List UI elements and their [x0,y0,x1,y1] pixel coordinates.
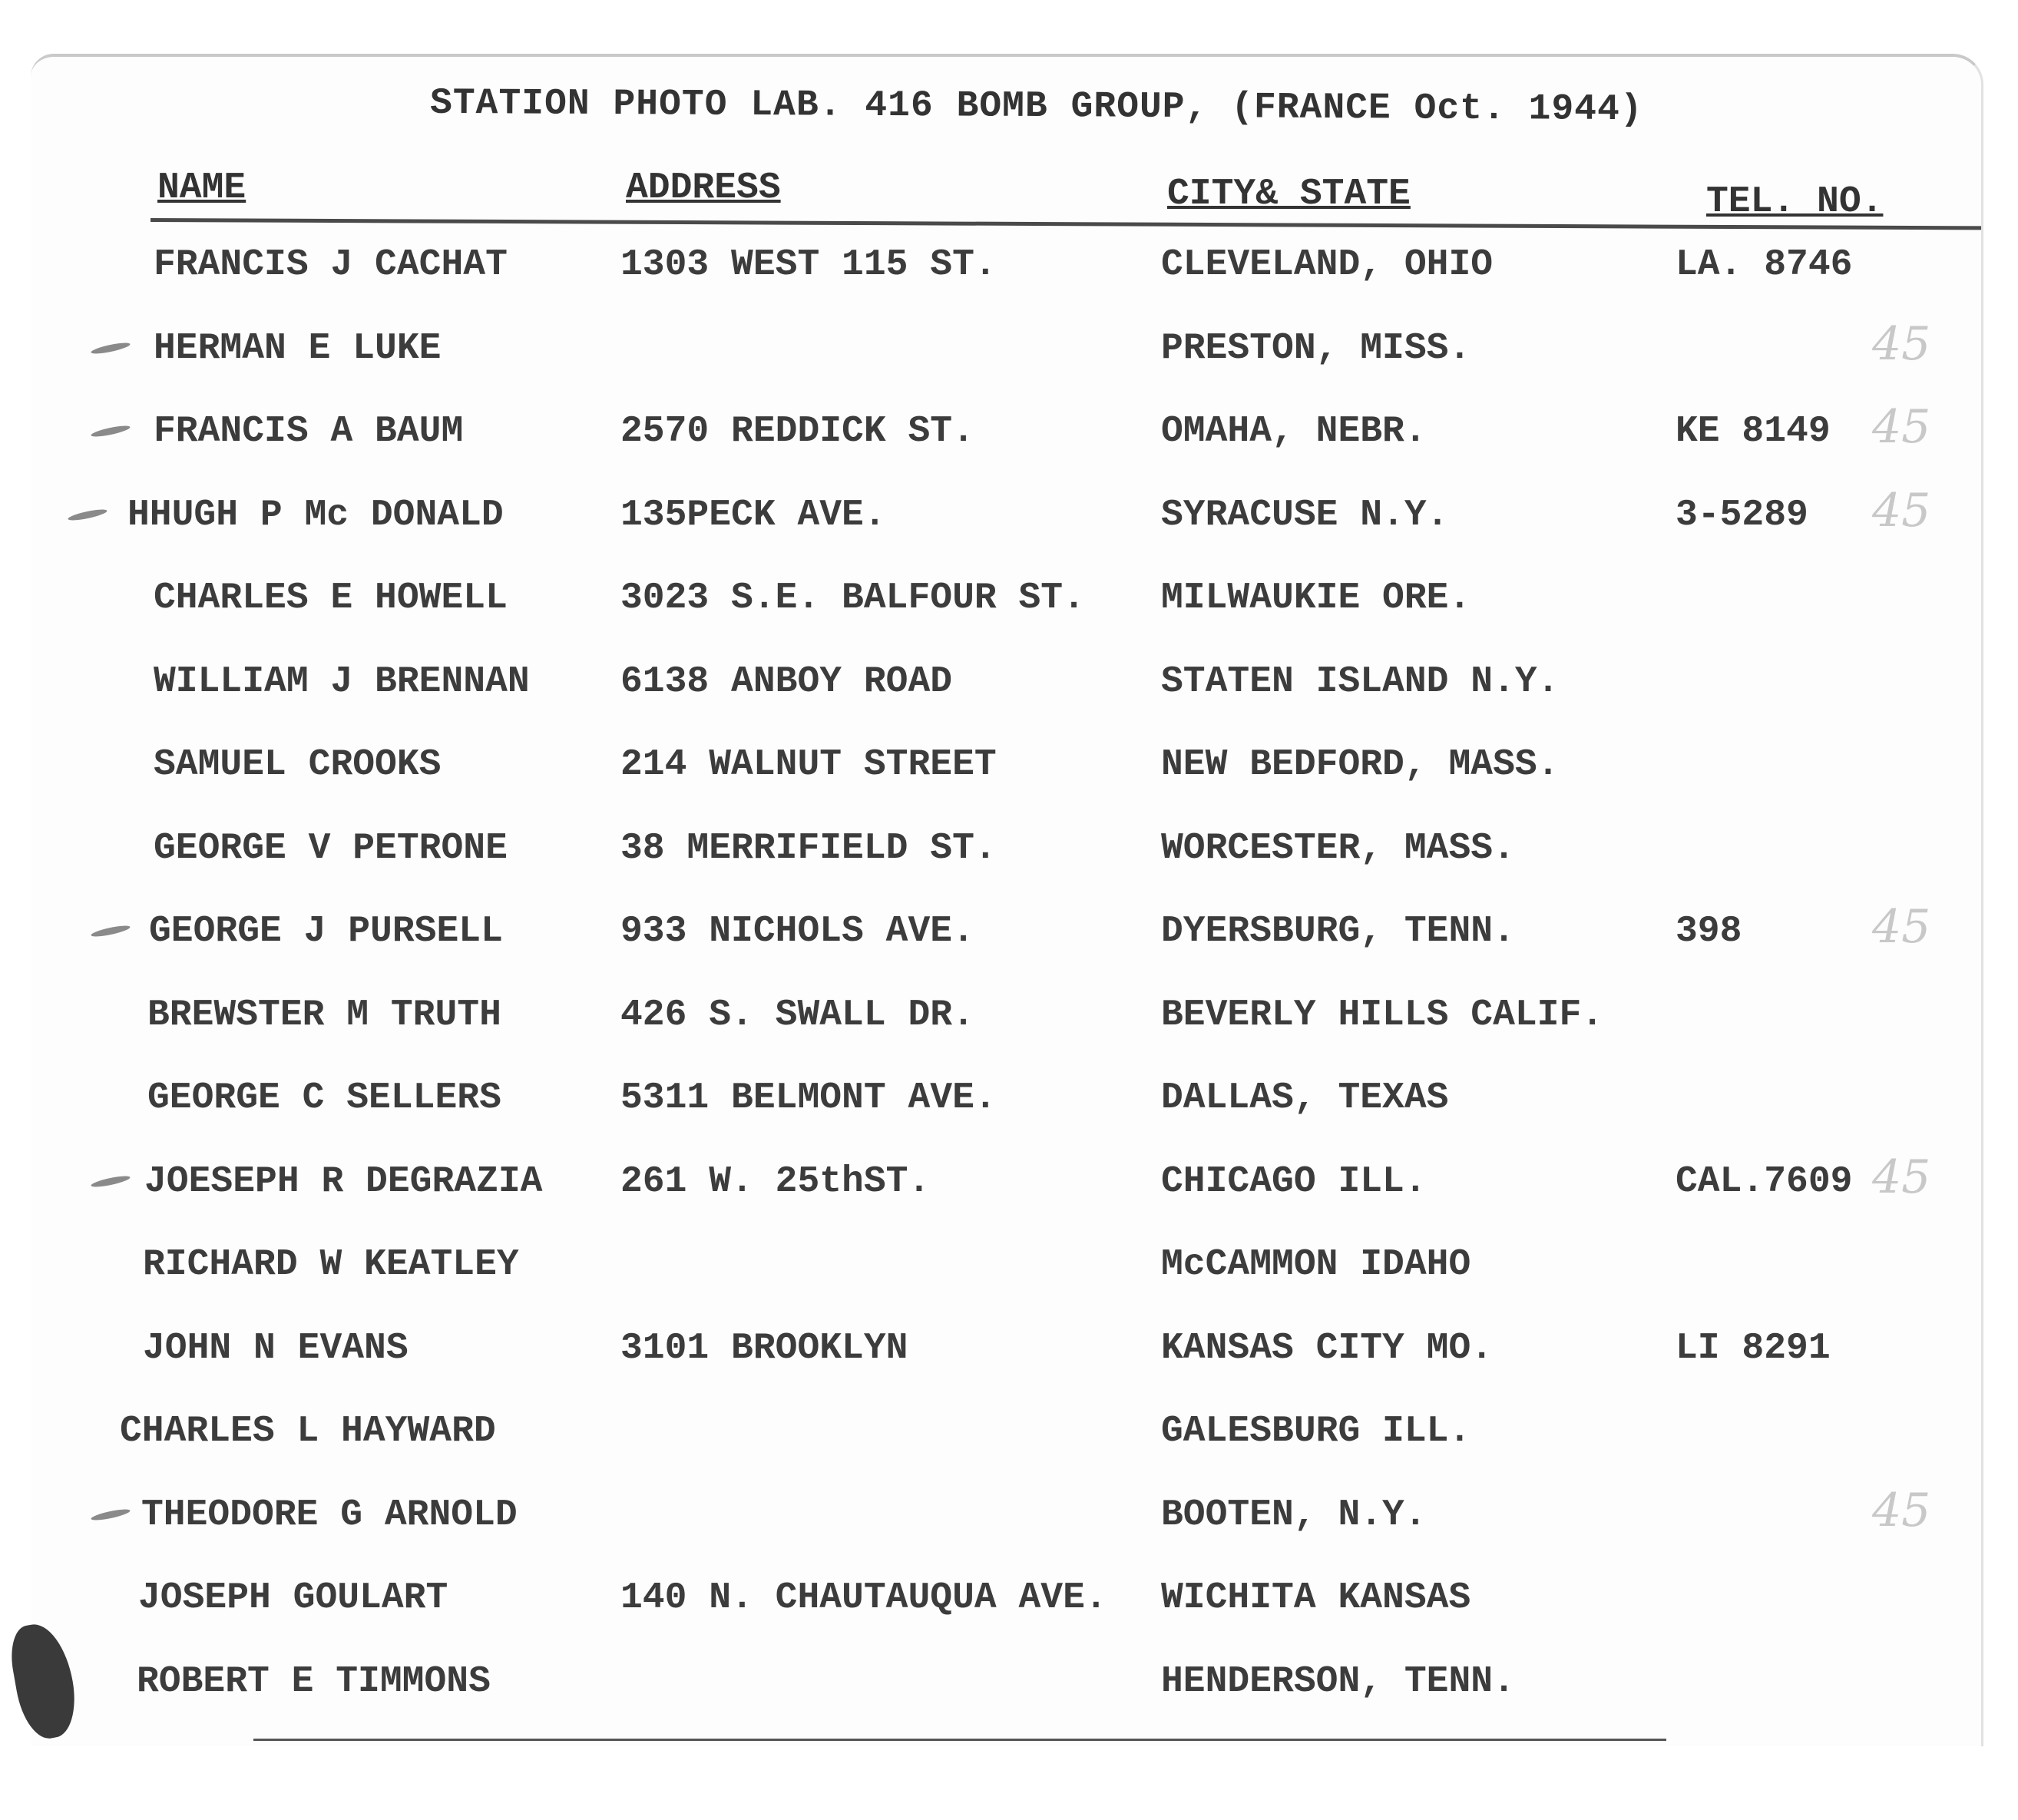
name-cell: RICHARD W KEATLEY [143,1244,519,1286]
name-cell: WILLIAM J BRENNAN [154,660,530,703]
city-state-cell: NEW BEDFORD, MASS. [1161,744,1560,786]
address-cell: 38 MERRIFIELD ST. [620,827,997,869]
table-row [0,1244,2018,1305]
name-cell: CHARLES E HOWELL [154,577,508,619]
name-cell: GEORGE J PURSELL [149,911,503,952]
table-row [0,1328,2018,1389]
margin-note: 45 [1872,1150,1931,1204]
city-state-cell: BOOTEN, N.Y. [1161,1494,1427,1536]
name-cell: JOSEPH GOULART [138,1577,448,1619]
tel-no-cell: LA. 8746 [1676,244,1853,286]
name-cell: GEORGE C SELLERS [147,1077,501,1119]
city-state-cell: CHICAGO ILL. [1161,1160,1427,1203]
name-cell: FRANCIS J CACHAT [154,244,508,286]
header-address: ADDRESS [626,167,781,209]
header-tel-no: TEL. NO. [1706,181,1884,223]
name-cell: GEORGE V PETRONE [154,827,508,869]
address-cell: 933 NICHOLS AVE. [620,911,974,952]
pencil-tick-mark [91,424,131,439]
address-cell: 261 W. 25thST. [620,1160,931,1203]
address-cell: 426 S. SWALL DR. [620,994,974,1036]
address-cell: 2570 REDDICK ST. [620,411,974,452]
address-cell: 135PECK AVE. [620,494,886,536]
pencil-tick-mark [91,1507,131,1522]
table-row [0,994,2018,1056]
table-row [0,1411,2018,1472]
margin-note: 45 [1872,483,1931,538]
city-state-cell: GALESBURG ILL. [1161,1411,1471,1452]
header-name: NAME [157,167,246,209]
city-state-cell: WORCESTER, MASS. [1161,827,1515,869]
city-state-cell: DALLAS, TEXAS [1161,1077,1449,1119]
address-cell: 214 WALNUT STREET [620,744,997,786]
address-cell: 6138 ANBOY ROAD [620,660,953,703]
margin-note: 45 [1872,400,1931,454]
name-cell: SAMUEL CROOKS [154,744,442,786]
city-state-cell: BEVERLY HILLS CALIF. [1161,994,1604,1036]
tel-no-cell: LI 8291 [1676,1327,1831,1369]
table-row [0,1577,2018,1639]
city-state-cell: KANSAS CITY MO. [1161,1327,1494,1369]
table-row [0,316,2018,389]
table-row [0,661,2018,723]
address-cell: 140 N. CHAUTAUQUA AVE. [620,1577,1107,1619]
name-cell: BREWSTER M TRUTH [147,994,501,1036]
city-state-cell: CLEVELAND, OHIO [1161,244,1494,286]
name-cell: FRANCIS A BAUM [154,411,464,452]
address-cell: 1303 WEST 115 ST. [620,244,997,286]
pencil-tick-mark [91,924,131,939]
table-row [0,900,2018,972]
table-row [0,828,2018,889]
table-row [0,400,2018,472]
city-state-cell: STATEN ISLAND N.Y. [1161,660,1560,703]
document-sheet [31,54,1983,1746]
table-row [0,744,2018,806]
city-state-cell: DYERSBURG, TENN. [1161,911,1515,952]
address-cell: 3023 S.E. BALFOUR ST. [620,577,1085,619]
bottom-rule [253,1739,1666,1741]
city-state-cell: PRESTON, MISS. [1161,327,1471,369]
city-state-cell: SYRACUSE N.Y. [1161,494,1449,536]
city-state-cell: OMAHA, NEBR. [1161,411,1427,452]
name-cell: CHARLES L HAYWARD [120,1411,496,1452]
margin-note: 45 [1872,1483,1931,1537]
table-row [0,483,2018,556]
margin-note: 45 [1872,900,1931,954]
pencil-tick-mark [91,340,131,356]
city-state-cell: McCAMMON IDAHO [1161,1244,1471,1286]
name-cell: JOESEPH R DEGRAZIA [144,1160,543,1203]
city-state-cell: WICHITA KANSAS [1161,1577,1471,1619]
tel-no-cell: KE 8149 [1676,411,1831,452]
name-cell: ROBERT E TIMMONS [137,1660,491,1703]
header-city-state: CITY& STATE [1167,174,1411,215]
name-cell: HERMAN E LUKE [154,327,442,369]
city-state-cell: MILWAUKIE ORE. [1161,577,1471,619]
table-row [0,244,2018,306]
tel-no-cell: 3-5289 [1676,494,1808,536]
city-state-cell: HENDERSON, TENN. [1161,1660,1515,1703]
table-row [0,1483,2018,1556]
address-cell: 3101 BROOKLYN [620,1327,908,1369]
pencil-tick-mark [91,1173,131,1189]
name-cell: HHUGH P Mc DONALD [127,494,504,536]
document-title: STATION PHOTO LAB. 416 BOMB GROUP, (FRANCE Oct. 1944) [429,82,1643,131]
margin-note: 45 [1872,316,1931,371]
table-row [0,1150,2018,1223]
table-row [0,577,2018,639]
name-cell: THEODORE G ARNOLD [141,1494,518,1536]
table-row [0,1661,2018,1722]
tel-no-cell: CAL.7609 [1676,1160,1853,1203]
address-cell: 5311 BELMONT AVE. [620,1077,997,1119]
name-cell: JOHN N EVANS [143,1327,409,1369]
pencil-tick-mark [68,507,108,522]
tel-no-cell: 398 [1676,911,1742,952]
table-row [0,1077,2018,1139]
